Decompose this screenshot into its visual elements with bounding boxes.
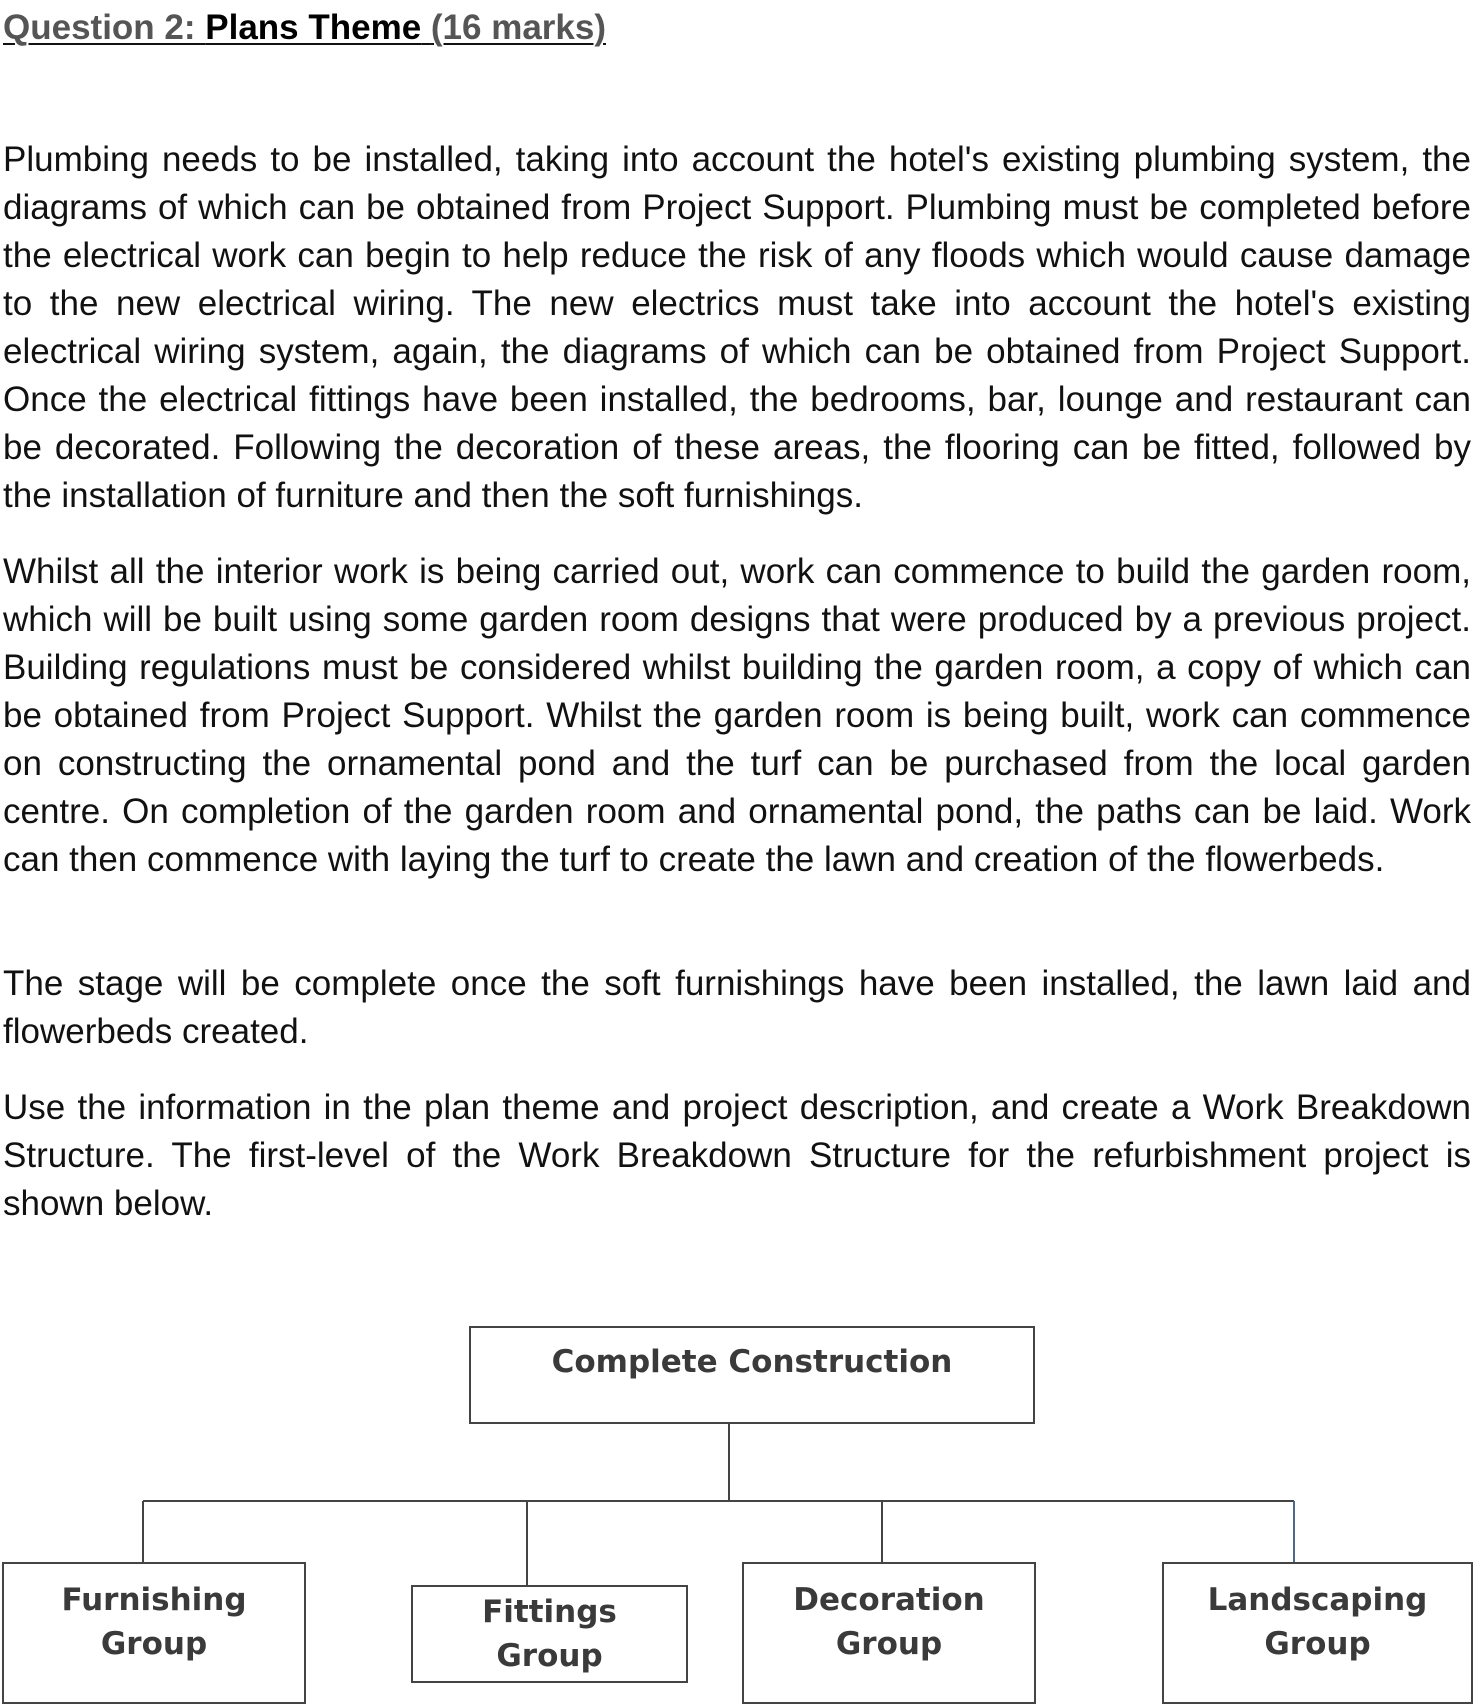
wbs-node-label: Fittings Group (482, 1594, 617, 1674)
question-heading (3, 8, 606, 48)
wbs-node-label: Furnishing Group (61, 1582, 247, 1662)
wbs-node-label: Complete Construction (551, 1344, 953, 1380)
question-title: Plans Theme (205, 8, 422, 47)
paragraph-task-instruction: Use the information in the plan theme and project description, and create a Work Breakdown Structure. The first-level of the Work Breakdown Structure for the refurbishment project is shown below. (3, 1088, 1471, 1223)
wbs-node-furnishing-group (2, 1562, 306, 1704)
wbs-node-label: Landscaping Group (1207, 1582, 1428, 1662)
wbs-node-fittings-group (411, 1585, 688, 1683)
wbs-node-landscaping-group (1162, 1562, 1473, 1704)
question-marks: (16 marks) (430, 8, 607, 47)
paragraph-interior-works: Plumbing needs to be installed, taking into account the hotel's existing plumbing system, the diagrams of which can be obtained from Project Support. Plumbing must be completed before the electrical work can begin to help reduce the risk of any floods which would cause damage to the new electrical wiring. The new electrics must take into account the hotel's existing electrical wiring system, again, the diagrams of which can be obtained from Project Support. Once the electrical fittings have been installed, the bedrooms, bar, lounge and restaurant can be decorated. Following the decoration of these areas, the flooring can be fitted, followed by the installation of furniture and then the soft furnishings. (3, 140, 1471, 515)
paragraph-stage-completion: The stage will be complete once the soft furnishings have been installed, the lawn laid and flowerbeds created. (3, 964, 1471, 1051)
wbs-node-complete-construction (469, 1326, 1035, 1424)
wbs-node-label: Decoration Group (793, 1582, 985, 1662)
question-number: Question 2: (3, 8, 206, 47)
work-breakdown-structure-diagram (0, 1310, 1477, 1700)
wbs-node-decoration-group (742, 1562, 1036, 1704)
paragraph-garden-works: Whilst all the interior work is being carried out, work can commence to build the garden room, which will be built using some garden room designs that were produced by a previous project. Building regulations must be considered whilst building the garden room, a copy of which can be obtained from Project Support. Whilst the garden room is being built, work can commence on constructing the ornamental pond and the turf can be purchased from the local garden centre. On completion of the garden room and ornamental pond, the paths can be laid. Work can then commence with laying the turf to create the lawn and creation of the flowerbeds. (3, 552, 1471, 879)
